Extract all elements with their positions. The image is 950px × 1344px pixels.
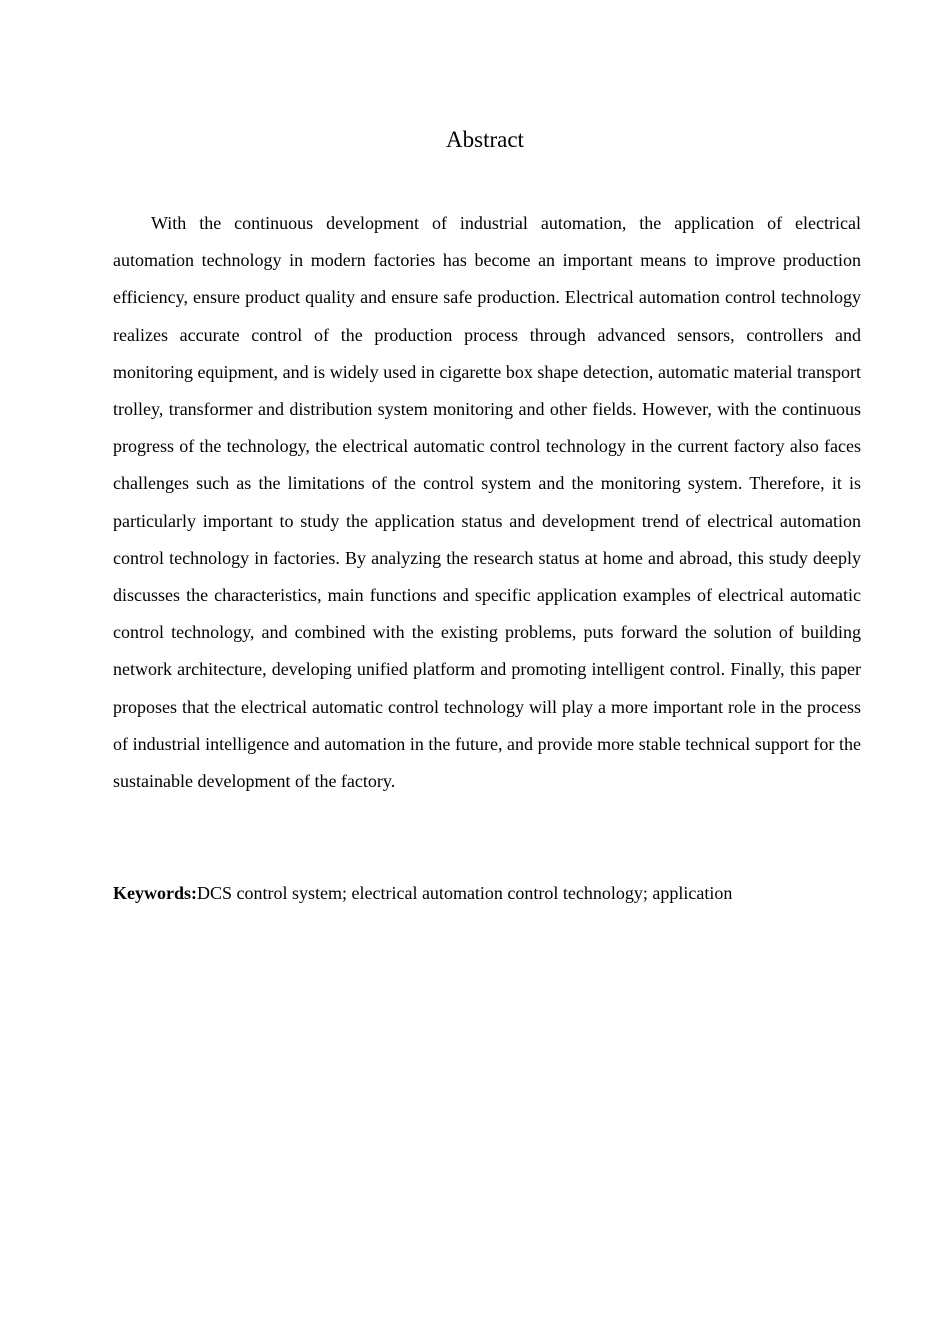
abstract-title: Abstract — [446, 127, 524, 152]
keywords-text: DCS control system; electrical automation control technology; application — [197, 883, 733, 903]
keywords-line — [113, 877, 873, 909]
keywords-label: Keywords: — [113, 883, 197, 903]
abstract-paragraph: With the continuous development of industrial automation, the application of electrical automation technology in modern factories has become an important means to improve production efficiency, ensure product quality and ensure safe production. Electrical automation control technology realizes accurate control of the production process through advanced sensors, controllers and monitoring equipment, and is widely used in cigarette box shape detection, automatic material transport trolley, transformer and distribution system monitoring and other fields. However, with the continuous progress of the technology, the electrical automatic control technology in the current factory also faces challenges such as the limitations of the control system and the monitoring system. Therefore, it is particularly important to study the application status and development trend of electrical automation control technology in factories. By analyzing the research status at home and abroad, this study deeply discusses the characteristics, main functions and specific application examples of electrical automatic control technology, and combined with the existing problems, puts forward the solution of building network architecture, developing unified platform and promoting intelligent control. Finally, this paper proposes that the electrical automatic control technology will play a more important role in the process of industrial intelligence and automation in the future, and provide more stable technical support for the sustainable development of the factory. — [113, 213, 861, 792]
